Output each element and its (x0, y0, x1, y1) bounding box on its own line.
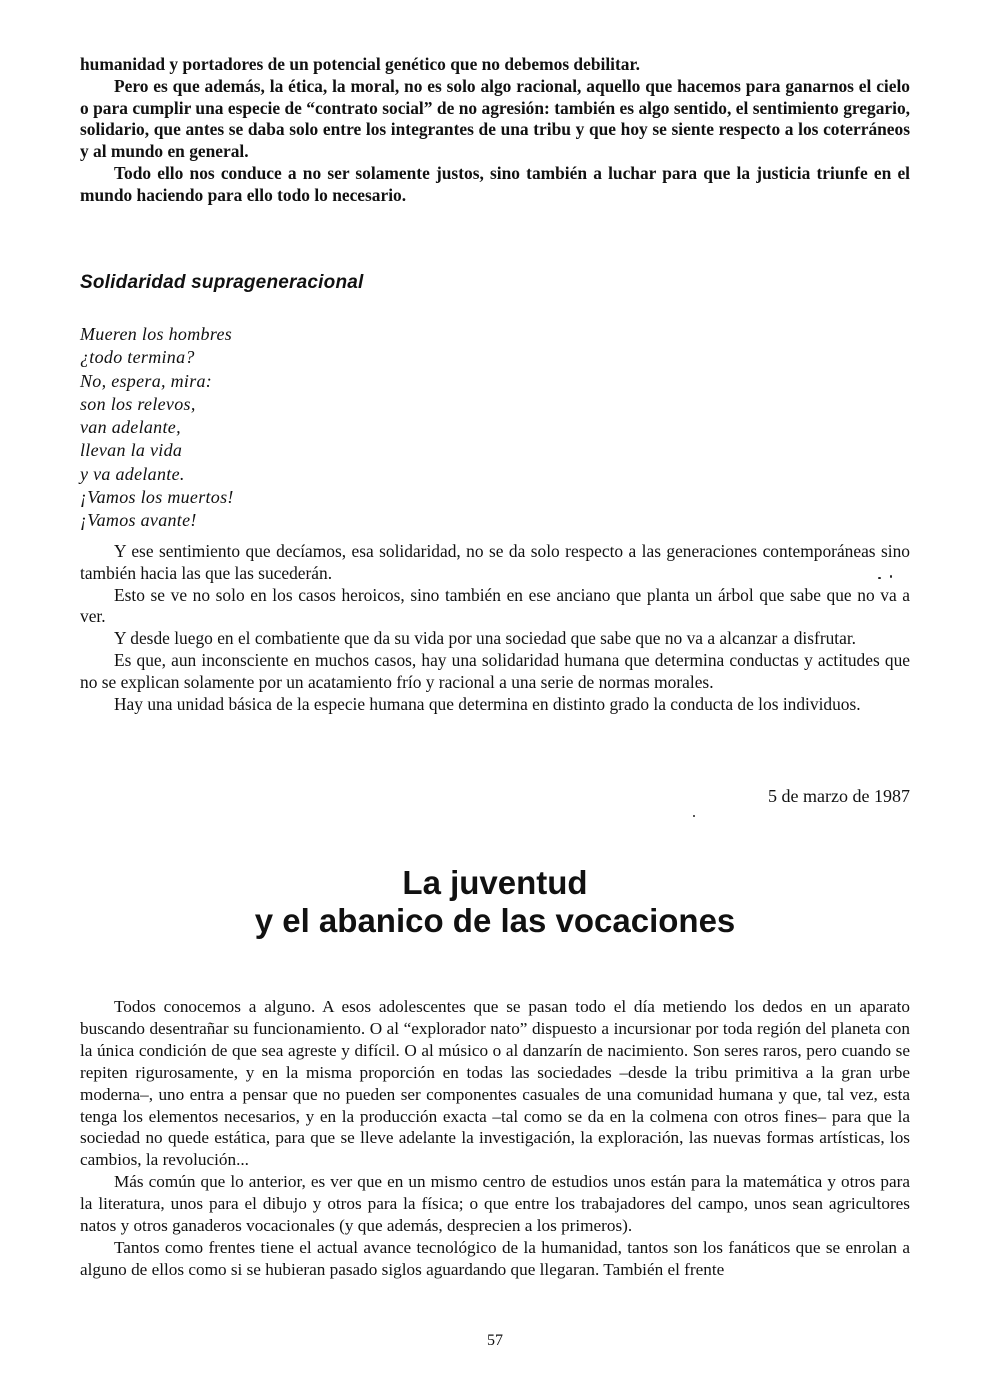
page-number: 57 (487, 1332, 503, 1349)
article-title-line-1: La juventud (402, 864, 588, 901)
top-text-block (80, 54, 910, 207)
section-heading: Solidaridad suprageneracional (80, 272, 364, 293)
poem-line: van adelante, (80, 417, 181, 438)
paragraph: Todo ello nos conduce a no ser solamente justos, sino también a luchar para que la justicia triunfe en el mundo haciendo para ello todo lo necesario. (80, 162, 910, 205)
scan-speck (878, 577, 881, 579)
paragraph: Y desde luego en el combatiente que da su vida por una sociedad que sabe que no va a alcanzar a disfrutar. (114, 628, 857, 649)
poem-line: No, espera, mira: (80, 370, 213, 391)
article-body (80, 996, 910, 1281)
article-title-line-2: y el abanico de las vocaciones (254, 902, 736, 939)
poem-line: y va adelante. (80, 463, 185, 484)
paragraph: Tantos como frentes tiene el actual avance tecnológico de la humanidad, tantos son los fanáticos que se enrolan a alguno de ellos como si se hubieran pasado siglos aguardando que llegaran. También el frente (80, 1237, 910, 1279)
paragraph: Hay una unidad básica de la especie humana que determina en distinto grado la conducta de los individuos. (114, 693, 861, 714)
paragraph: Esto se ve no solo en los casos heroicos, sino también en ese anciano que planta un árbol que sabe que no va a ver. (80, 584, 910, 627)
paragraph: Pero es que además, la ética, la moral, no es solo algo racional, aquello que hacemos para ganarnos el cielo o para cumplir una especie de “contrato social” de no agresión: también es algo sentido, el sentimiento gregario, solidario, que antes se daba solo entre los integrantes de una tribu y que hoy se siente respecto a los coterráneos y al mundo en general. (80, 75, 910, 162)
poem-line: ¡Vamos avante! (80, 510, 197, 531)
date-line: 5 de marzo de 1987 (768, 786, 910, 806)
poem (80, 323, 234, 533)
paragraph: Más común que lo anterior, es ver que en un mismo centro de estudios unos están para la matemática y otros para la literatura, unos para el dibujo y otros para la física; o que entre los trabajadores del campo, unos sean agricultores natos y otros ganaderos vocacionales (y que además, desprecien a los primeros). (80, 1172, 910, 1236)
paragraph: humanidad y portadores de un potencial genético que no debemos debilitar. (80, 54, 640, 74)
paragraph: Todos conocemos a alguno. A esos adolescentes que se pasan todo el día metiendo los dedos en un aparato buscando desentrañar su funcionamiento. O al “explorador nato” dispuesto a incursionar por toda región del planeta con la única condición de que sea agreste y difícil. O al músico o al danzarín de nacimiento. Son seres raros, pero cuando se repiten rigurosamente, y en la misma proporción en todas las sociedades –desde la tribu primitiva a la gran urbe moderna–, uno entra a pensar que no pueden ser componentes casuales de una comunidad humana y que, tal vez, esta tenga los elementos necesarios, y en la producción exacta –tal como se da en la colmena con otros fines– para que la sociedad no quede estática, para que se lleve adelante la investigación, la exploración, las nuevas formas artísticas, los cambios, la revolución... (80, 997, 910, 1170)
poem-line: ¡Vamos los muertos! (80, 487, 234, 508)
scan-speck (890, 575, 892, 578)
poem-line: son los relevos, (80, 393, 196, 414)
middle-text-block (80, 541, 910, 715)
paragraph: Es que, aun inconsciente en muchos casos, hay una solidaridad humana que determina conductas y actitudes que no se explican solamente por un acatamiento frío y racional a una serie de normas morales. (80, 649, 910, 692)
scan-speck (693, 815, 695, 817)
poem-line: llevan la vida (80, 440, 183, 461)
poem-line: ¿todo termina? (80, 347, 195, 368)
paragraph: Y ese sentimiento que decíamos, esa solidaridad, no se da solo respecto a las generaciones contemporáneas sino también hacia las que las sucederán. (80, 541, 910, 583)
article-title (80, 864, 910, 940)
poem-line: Mueren los hombres (80, 324, 233, 344)
